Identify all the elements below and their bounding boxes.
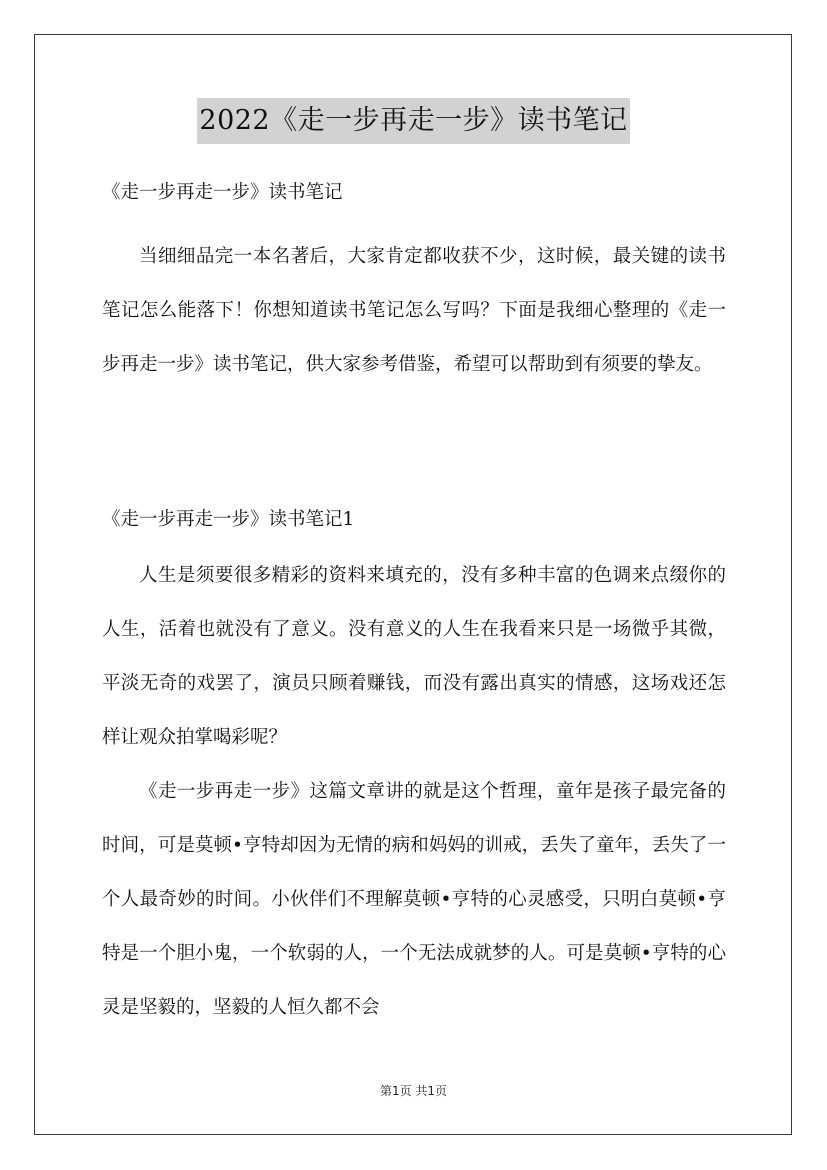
title-container [0,98,827,144]
document-title: 2022《走一步再走一步》读书笔记 [197,98,629,144]
intro-paragraph: 当细细品完一本名著后，大家肯定都收获不少，这时候，最关键的读书笔记怎么能落下！你想知道读书笔记怎么写吗？下面是我细心整理的《走一步再走一步》读书笔记，供大家参考借鉴，希望可以帮助到有须要的挚友。 [102,246,726,375]
intro-heading: 《走一步再走一步》读书笔记 [102,182,343,203]
note-heading: 《走一步再走一步》读书笔记1 [102,509,355,530]
body-paragraph: 《走一步再走一步》这篇文章讲的就是这个哲理，童年是孩子最完备的时间，可是莫顿•亨特却因为无情的病和妈妈的训戒，丢失了童年，丢失了一个人最奇妙的时间。小伙伴们不理解莫顿•亨特的心灵感受，只明白莫顿•亨特是一个胆小鬼，一个软弱的人，一个无法成就梦的人。可是莫顿•亨特的心灵是坚毅的，坚毅的人恒久都不会 [102,781,726,1018]
body-paragraph: 人生是须要很多精彩的资料来填充的，没有多种丰富的色调来点缀你的人生，活着也就没有了意义。没有意义的人生在我看来只是一场微乎其微，平淡无奇的戏罢了，演员只顾着赚钱，而没有露出真实的情感，这场戏还怎样让观众拍掌喝彩呢？ [102,565,726,748]
page-number-footer: 第1页 共1页 [379,1084,448,1098]
